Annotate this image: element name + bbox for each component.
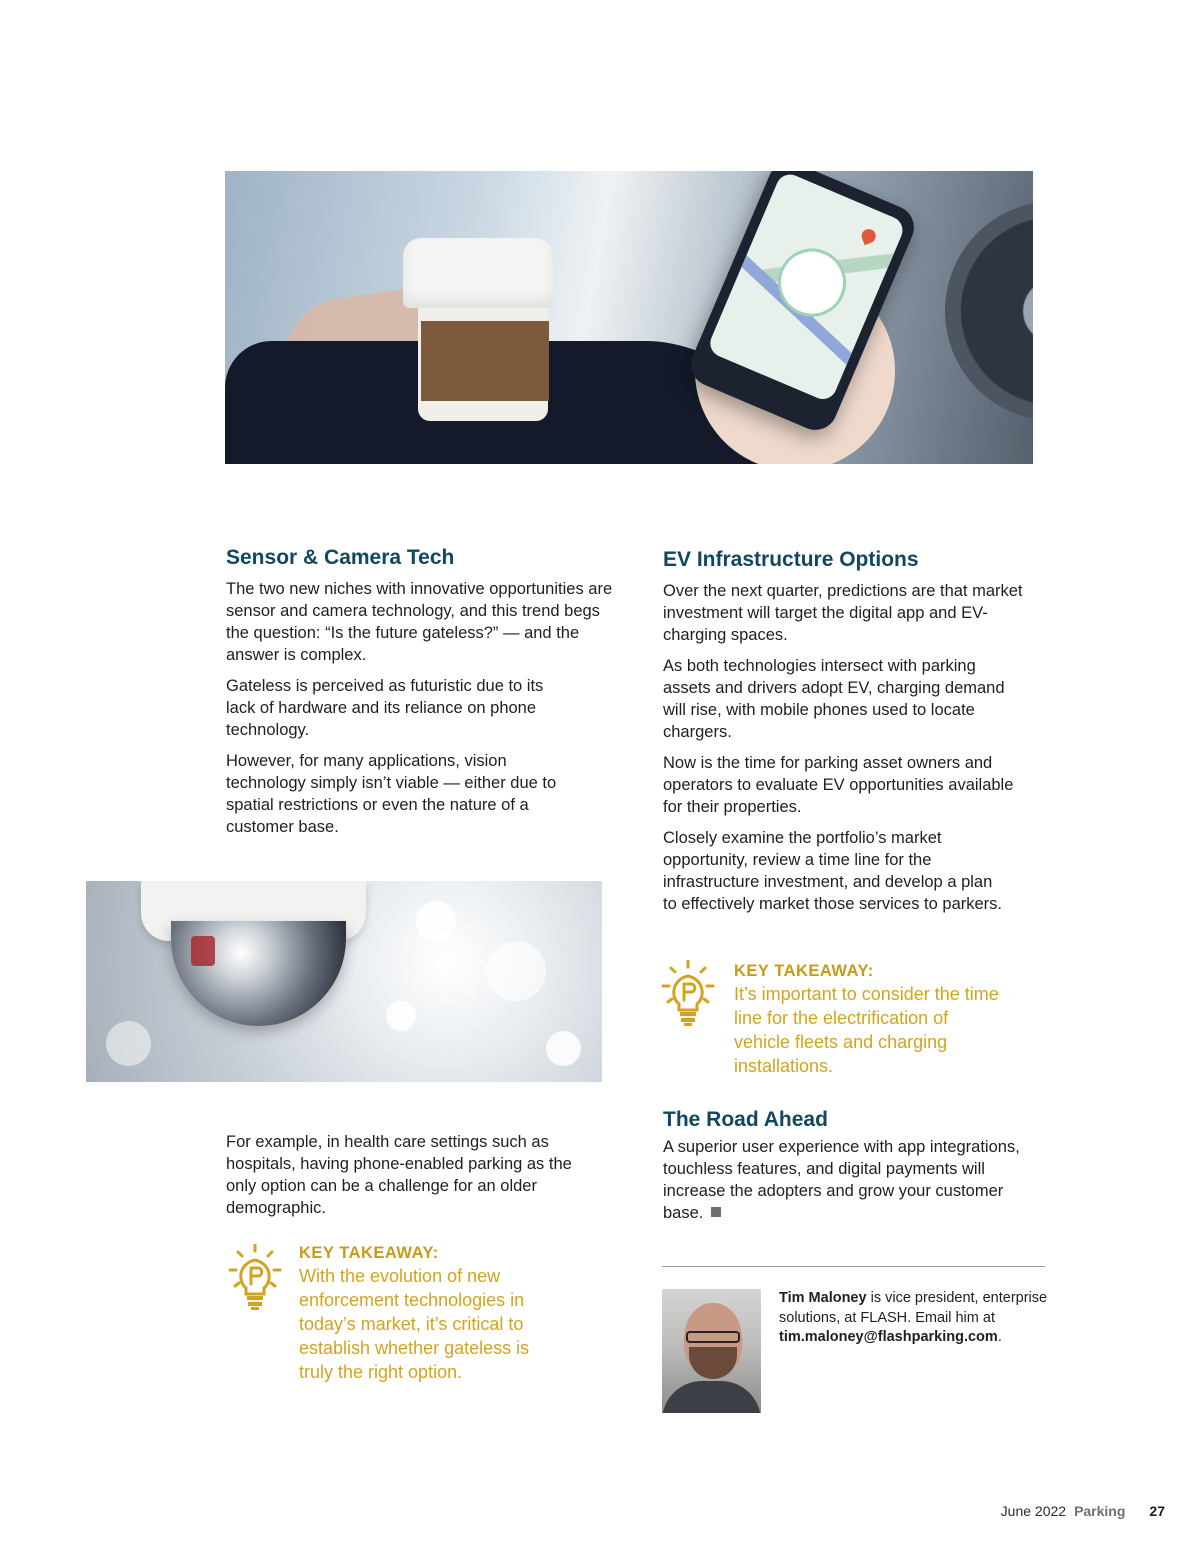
section-heading: EV Infrastructure Options bbox=[663, 548, 919, 571]
page-number: 27 bbox=[1149, 1503, 1165, 1519]
ev-charger-icon bbox=[767, 238, 856, 327]
key-takeaway-left bbox=[228, 1244, 284, 1315]
key-takeaway-right bbox=[661, 960, 717, 1031]
glasses bbox=[686, 1331, 740, 1343]
author-headshot bbox=[662, 1289, 761, 1413]
paragraph: A superior user experience with app integrations, touchless features, and digital payments will increase the adopters and grow your customer base. bbox=[663, 1138, 1020, 1222]
lightbulb-parking-icon bbox=[661, 960, 717, 1026]
magazine-name: Parking bbox=[1074, 1503, 1126, 1519]
section-heading: Sensor & Camera Tech bbox=[226, 546, 455, 569]
takeaway-text: With the evolution of new enforcement technologies in today’s market, it’s critical to establish whether gateless is truly the right option. bbox=[299, 1266, 530, 1382]
paragraph: Now is the time for parking asset owners and operators to evaluate EV opportunities available for their properties. bbox=[663, 754, 1014, 816]
takeaway-label: KEY TAKEAWAY: bbox=[299, 1244, 439, 1262]
end-mark-icon bbox=[711, 1207, 721, 1217]
ev-infrastructure-section bbox=[663, 547, 1048, 924]
divider bbox=[662, 1266, 1045, 1267]
lightbulb-parking-icon bbox=[228, 1244, 284, 1310]
takeaway-text: It’s important to consider the time line for the electrification of vehicle fleets and charging installations. bbox=[734, 984, 999, 1076]
map-pin-icon bbox=[860, 227, 878, 245]
author-name: Tim Maloney bbox=[779, 1290, 867, 1306]
paragraph: The two new niches with innovative opportunities are sensor and camera technology, and this trend begs the question: “Is the future gateless?” — and the answer is complex. bbox=[226, 580, 613, 664]
page-footer bbox=[1001, 1503, 1165, 1519]
section-heading: The Road Ahead bbox=[663, 1108, 828, 1131]
author-email-link[interactable]: tim.maloney@flashparking.com bbox=[779, 1329, 998, 1345]
paragraph: Closely examine the portfolio’s market opportunity, review a time line for the infrastructure investment, and develop a plan to effectively market those services to parkers. bbox=[663, 829, 1002, 913]
issue-date: June 2022 bbox=[1000, 1503, 1067, 1519]
paragraph: However, for many applications, vision technology simply isn’t viable — either due to spatial restrictions or even the nature of a customer base. bbox=[226, 752, 557, 836]
takeaway-text-block bbox=[299, 1242, 569, 1384]
sensor-camera-section bbox=[226, 545, 621, 847]
paragraph: Gateless is perceived as futuristic due to its lack of hardware and its reliance on phone technology. bbox=[226, 677, 544, 739]
takeaway-text-block bbox=[734, 960, 1014, 1078]
author-bio: Tim Maloney is vice president, enterprise solutions, at FLASH. Email him at tim.maloney@flashparking.com. bbox=[779, 1290, 1048, 1345]
paragraph: Over the next quarter, predictions are that market investment will target the digital app and EV-charging spaces. bbox=[663, 582, 1023, 644]
security-camera-photo bbox=[86, 881, 602, 1082]
paragraph: As both technologies intersect with parking assets and drivers adopt EV, charging demand will rise, with mobile phones used to locate chargers. bbox=[663, 657, 1005, 741]
takeaway-label: KEY TAKEAWAY: bbox=[734, 962, 874, 980]
hero-photo-phone-ev-map bbox=[225, 171, 1033, 464]
road-ahead-section bbox=[663, 1107, 1048, 1233]
paragraph: For example, in health care settings such as hospitals, having phone-enabled parking as the only option can be a challenge for an older demographic. bbox=[226, 1133, 572, 1217]
health-care-section bbox=[226, 1131, 621, 1228]
